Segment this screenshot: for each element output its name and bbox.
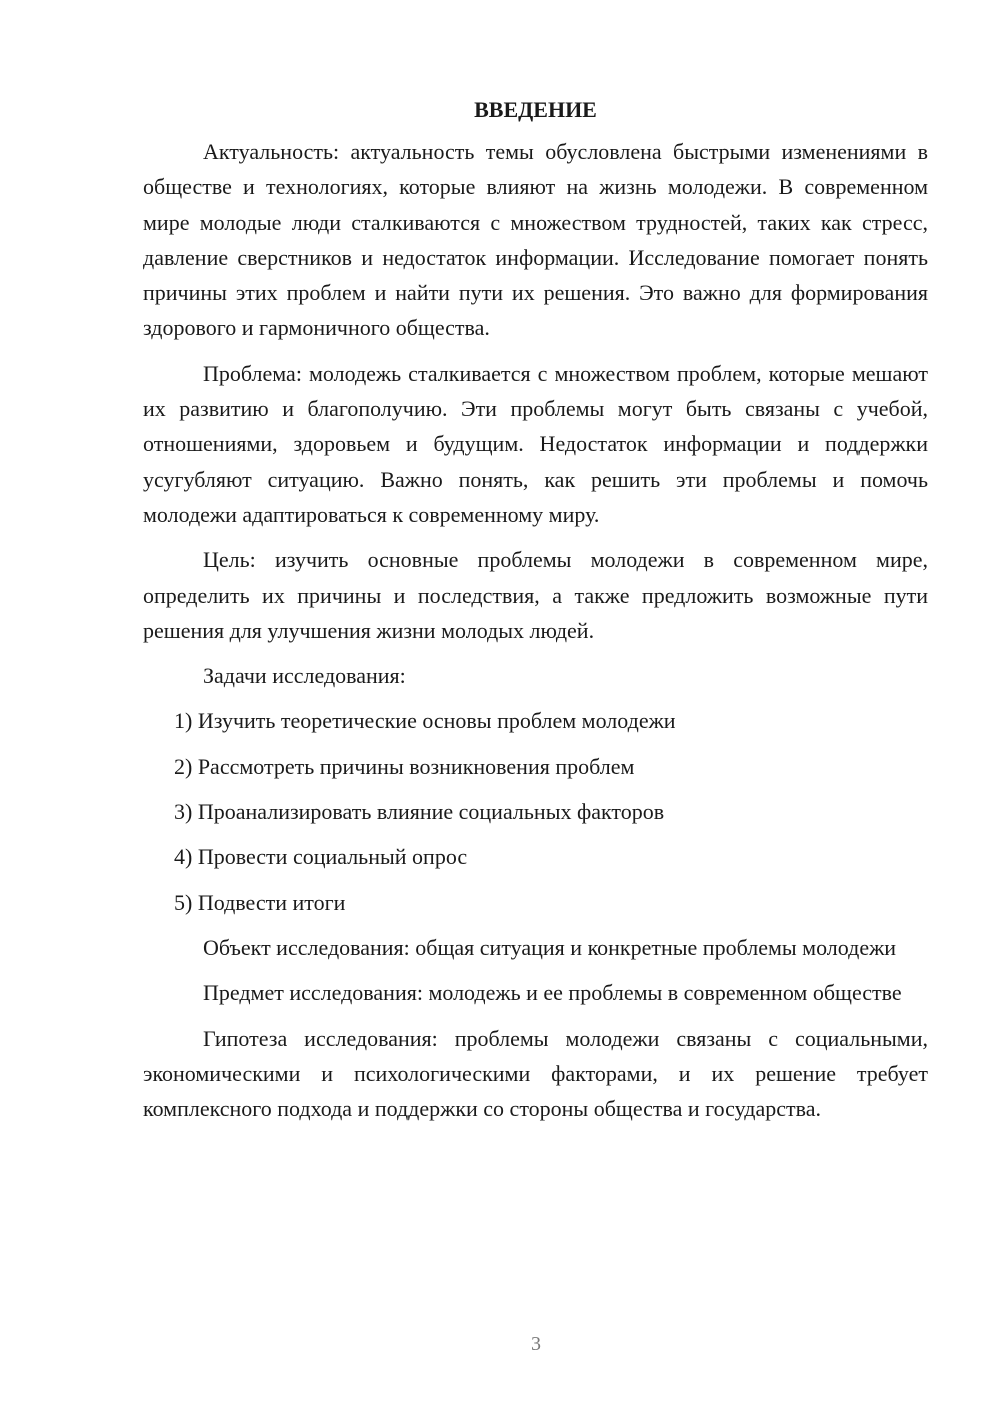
task-item-5: 5) Подвести итоги (174, 889, 346, 915)
tasks-label: Задачи исследования: (203, 663, 406, 689)
relevance-paragraph: Актуальность: актуальность темы обусловлена быстрыми изменениями в обществе и технологиях, которые влияют на жизнь молодежи. В современном мире молодые люди сталкиваются с множеством трудностей, таких как стресс, давление сверстников и недостаток информации. Исследование помогает понять причины этих проблем и найти пути их решения. Это важно для формирования здорового и гармоничного общества. (143, 139, 928, 341)
hypothesis-paragraph: Гипотеза исследования: проблемы молодежи связаны с социальными, экономическими и психологическими факторами, и их решение требует комплексного подхода и поддержки со стороны общества и государства. (143, 1025, 928, 1122)
document-page (143, 90, 928, 1136)
problem-paragraph: Проблема: молодежь сталкивается с множеством проблем, которые мешают их развитию и благополучию. Эти проблемы могут быть связаны с учебой, отношениями, здоровьем и будущим. Недостаток информации и поддержки усугубляют ситуацию. Важно понять, как решить эти проблемы и помочь молодежи адаптироваться к современному миру. (143, 360, 928, 527)
tasks-list (143, 703, 928, 919)
task-item-1: 1) Изучить теоретические основы проблем молодежи (174, 708, 676, 734)
object-paragraph: Объект исследования: общая ситуация и конкретные проблемы молодежи (203, 934, 897, 960)
task-item-4: 4) Провести социальный опрос (174, 844, 468, 870)
goal-paragraph: Цель: изучить основные проблемы молодежи в современном мире, определить их причины и последствия, а также предложить возможные пути решения для улучшения жизни молодых людей. (143, 547, 928, 643)
subject-paragraph: Предмет исследования: молодежь и ее проблемы в современном обществе (203, 980, 902, 1006)
page-number: 3 (531, 1333, 541, 1355)
task-item-2: 2) Рассмотреть причины возникновения проблем (174, 753, 635, 779)
task-item-3: 3) Проанализировать влияние социальных факторов (174, 799, 665, 825)
section-title: ВВЕДЕНИЕ (474, 97, 597, 122)
